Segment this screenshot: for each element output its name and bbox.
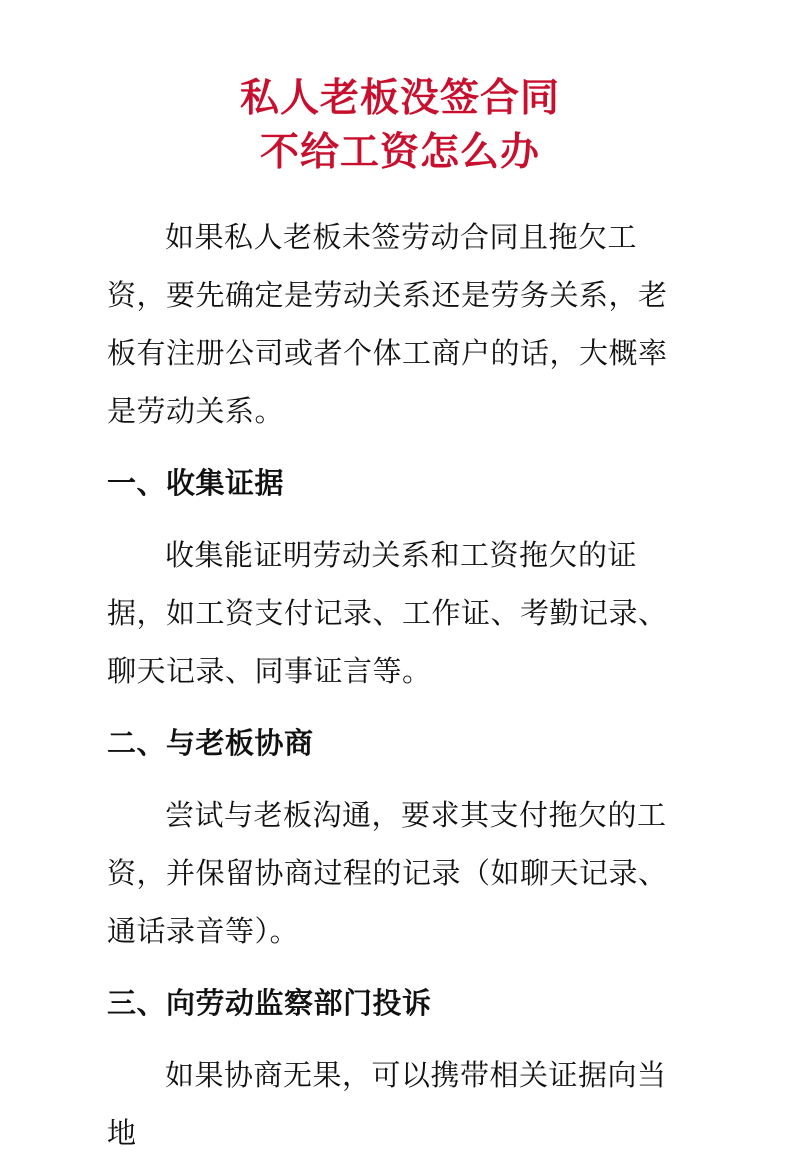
section-text-evidence: 收集能证明劳动关系和工资拖欠的证据，如工资支付记录、工作证、考勤记录、聊天记录、同事证言等。: [107, 538, 668, 688]
section-text-complaint: 如果协商无果，可以携带相关证据向当地: [107, 1058, 667, 1150]
section-heading-evidence: 一、收集证据: [107, 466, 285, 500]
intro-paragraph: 如果私人老板未签劳动合同且拖欠工资，要先确定是劳动关系还是劳务关系，老板有注册公司或者个体工商户的话，大概率是劳动关系。: [107, 220, 668, 428]
section-heading-negotiate: 二、与老板协商: [107, 726, 314, 760]
title-line-2: 不给工资怎么办: [259, 130, 540, 175]
document-body: [107, 208, 693, 1162]
section-heading-complaint: 三、向劳动监察部门投诉: [107, 986, 432, 1020]
section-text-negotiate: 尝试与老板沟通，要求其支付拖欠的工资，并保留协商过程的记录（如聊天记录、通话录音等）。: [107, 798, 668, 948]
document-title: [107, 72, 693, 180]
title-line-1: 私人老板没签合同: [239, 76, 560, 121]
